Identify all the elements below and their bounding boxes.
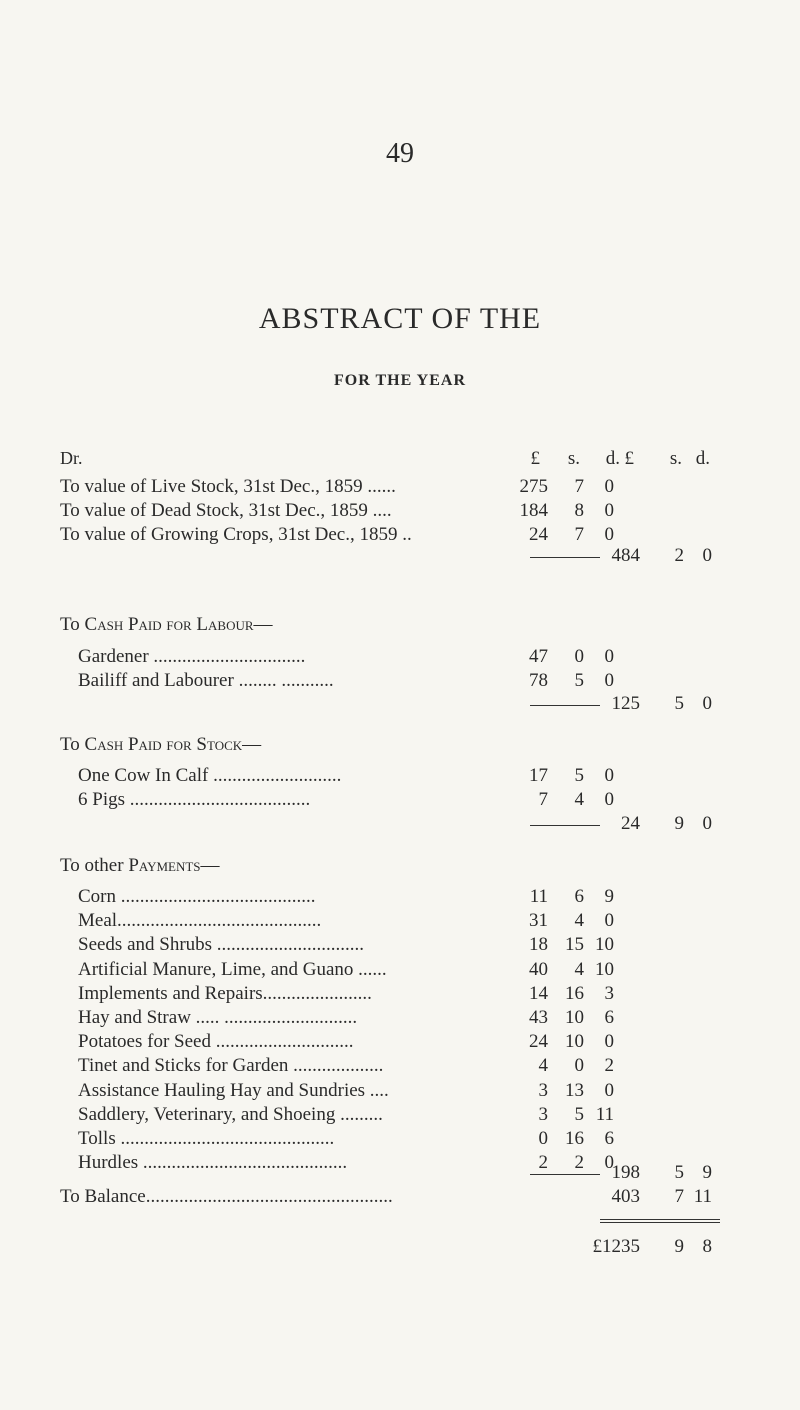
amount-pounds: 47 [529,646,548,667]
amount-pounds: 3 [538,1103,548,1125]
amount-shillings: 4 [574,958,584,980]
grand-total-rule-double [600,1222,720,1223]
stock-heading: To Cash Paid for Stock— [60,734,262,755]
amount-pence: 6 [604,1007,614,1028]
ledger-row-label: Assistance Hauling Hay and Sundries .... [78,1079,389,1101]
subtotal-shillings: 5 [674,693,684,714]
col-header-shillings: s. [567,448,580,469]
subtotal-pence: 9 [702,1162,712,1183]
ledger-row-label: Seeds and Shrubs ............................... [78,934,365,956]
amount-shillings: 8 [574,500,584,522]
amount-pence: 11 [595,1103,614,1125]
col-header-pounds: £ [530,448,540,469]
ledger-row-label: To value of Dead Stock, 31st Dec., 1859 .... [60,500,392,522]
ledger-row-label: Artificial Manure, Lime, and Guano ...... [78,958,387,980]
amount-shillings: 7 [574,476,584,497]
amount-pence: 0 [604,1152,614,1174]
subtotal-shillings: 2 [674,545,684,566]
amount-pounds: 7 [538,789,548,811]
amount-pence: 0 [604,789,614,811]
amount-pounds: 184 [519,500,548,522]
subtotal-pounds: 24 [621,813,640,834]
balance-label: To Balance.................................................... [60,1186,393,1207]
ledger-row-label: Tolls ............................................. [78,1128,335,1149]
dr-label: Dr. [60,448,83,468]
subtotal-pence: 0 [702,813,712,834]
amount-pounds: 40 [529,958,548,980]
labour-heading-caps: Cash Paid for Labour— [84,614,273,635]
amount-shillings: 10 [565,1031,584,1053]
amount-pounds: 14 [529,982,548,1004]
other-heading-caps: Payments— [128,855,220,876]
grand-total-pence: 8 [702,1236,712,1257]
amount-pounds: 0 [538,1128,548,1149]
amount-pence: 0 [604,476,614,497]
amount-shillings: 15 [565,934,584,956]
amount-pence: 0 [604,524,614,546]
col-header-pence: d. [605,448,620,469]
amount-shillings: 13 [565,1079,584,1101]
amount-shillings: 16 [565,982,584,1004]
amount-pence: 10 [595,934,614,956]
ledger-row-label: Gardener ................................ [78,646,306,667]
grand-total-pounds: £1235 [592,1236,640,1257]
balance-pence: 11 [693,1186,712,1207]
subtotal-pence: 0 [702,693,712,714]
amount-shillings: 10 [565,1007,584,1028]
balance-pounds: 403 [611,1186,640,1207]
ledger-row-label: Potatoes for Seed ............................. [78,1031,354,1053]
page-subtitle: FOR THE YEAR [333,372,466,389]
ledger-row-label: To value of Live Stock, 31st Dec., 1859 ...... [60,476,396,497]
page-title: ABSTRACT OF THE [258,302,542,335]
amount-pounds: 11 [529,886,548,907]
ledger-row-label: Meal........................................... [78,910,322,932]
amount-pounds: 24 [529,524,548,546]
ledger-row-label: One Cow In Calf ........................... [78,765,342,786]
amount-pence: 2 [604,1055,614,1077]
amount-pence: 0 [604,910,614,932]
amount-pence: 3 [604,982,614,1004]
amount-shillings: 5 [574,670,584,692]
ledger-row-label: Tinet and Sticks for Garden ................... [78,1055,384,1077]
amount-pence: 0 [604,1031,614,1053]
amount-pounds: 17 [529,765,548,786]
stock-heading-caps: Cash Paid for Stock— [84,734,262,755]
grand-total-rule [600,1219,720,1220]
subtotal-shillings: 5 [674,1162,684,1183]
ledger-row-label: Implements and Repairs....................... [78,982,372,1004]
col-header-shillings-total: s. [669,448,682,469]
col-header-pence-total: d. [695,448,710,469]
ledger-row-label: Hay and Straw ..... ............................ [78,1007,358,1028]
amount-shillings: 5 [574,765,584,786]
amount-pence: 0 [604,765,614,786]
subtotal-pounds: 125 [611,693,640,714]
amount-shillings: 4 [574,789,584,811]
amount-shillings: 0 [574,1055,584,1077]
amount-pounds: 2 [538,1152,548,1174]
amount-shillings: 16 [565,1128,584,1149]
ledger-row-label: Hurdles ........................................... [78,1152,348,1174]
amount-pounds: 43 [529,1007,548,1028]
amount-shillings: 7 [574,524,584,546]
subtotal-pence: 0 [702,545,712,566]
amount-pounds: 4 [538,1055,548,1077]
amount-pounds: 31 [529,910,548,932]
amount-pounds: 24 [529,1031,548,1053]
other-heading: To other Payments— [60,855,220,876]
ledger-row-label: Saddlery, Veterinary, and Shoeing ......... [78,1103,383,1125]
labour-heading: To Cash Paid for Labour— [60,614,273,635]
amount-shillings: 4 [574,910,584,932]
amount-shillings: 0 [574,646,584,667]
amount-pence: 9 [604,886,614,907]
amount-pence: 0 [604,500,614,522]
page-number: 49 [386,138,414,169]
amount-pence: 10 [595,958,614,980]
balance-shillings: 7 [674,1186,684,1207]
subtotal-shillings: 9 [674,813,684,834]
amount-pence: 0 [604,670,614,692]
amount-shillings: 2 [574,1152,584,1174]
amount-pence: 0 [604,1079,614,1101]
amount-shillings: 6 [574,886,584,907]
amount-pounds: 275 [519,476,548,497]
subtotal-pounds: 484 [611,545,640,566]
ledger-row-label: To value of Growing Crops, 31st Dec., 1859 .. [60,524,412,546]
subtotal-pounds: 198 [611,1162,640,1183]
amount-pence: 6 [604,1128,614,1149]
amount-pounds: 78 [529,670,548,692]
ledger-row-label: 6 Pigs ...................................... [78,789,311,811]
amount-pounds: 3 [538,1079,548,1101]
ledger-row-label: Bailiff and Labourer ........ ........... [78,670,334,692]
grand-total-shillings: 9 [674,1236,684,1257]
amount-pounds: 18 [529,934,548,956]
ledger-row-label: Corn ......................................... [78,886,316,907]
amount-shillings: 5 [574,1103,584,1125]
amount-pence: 0 [604,646,614,667]
col-header-pounds-total: £ [624,448,634,469]
